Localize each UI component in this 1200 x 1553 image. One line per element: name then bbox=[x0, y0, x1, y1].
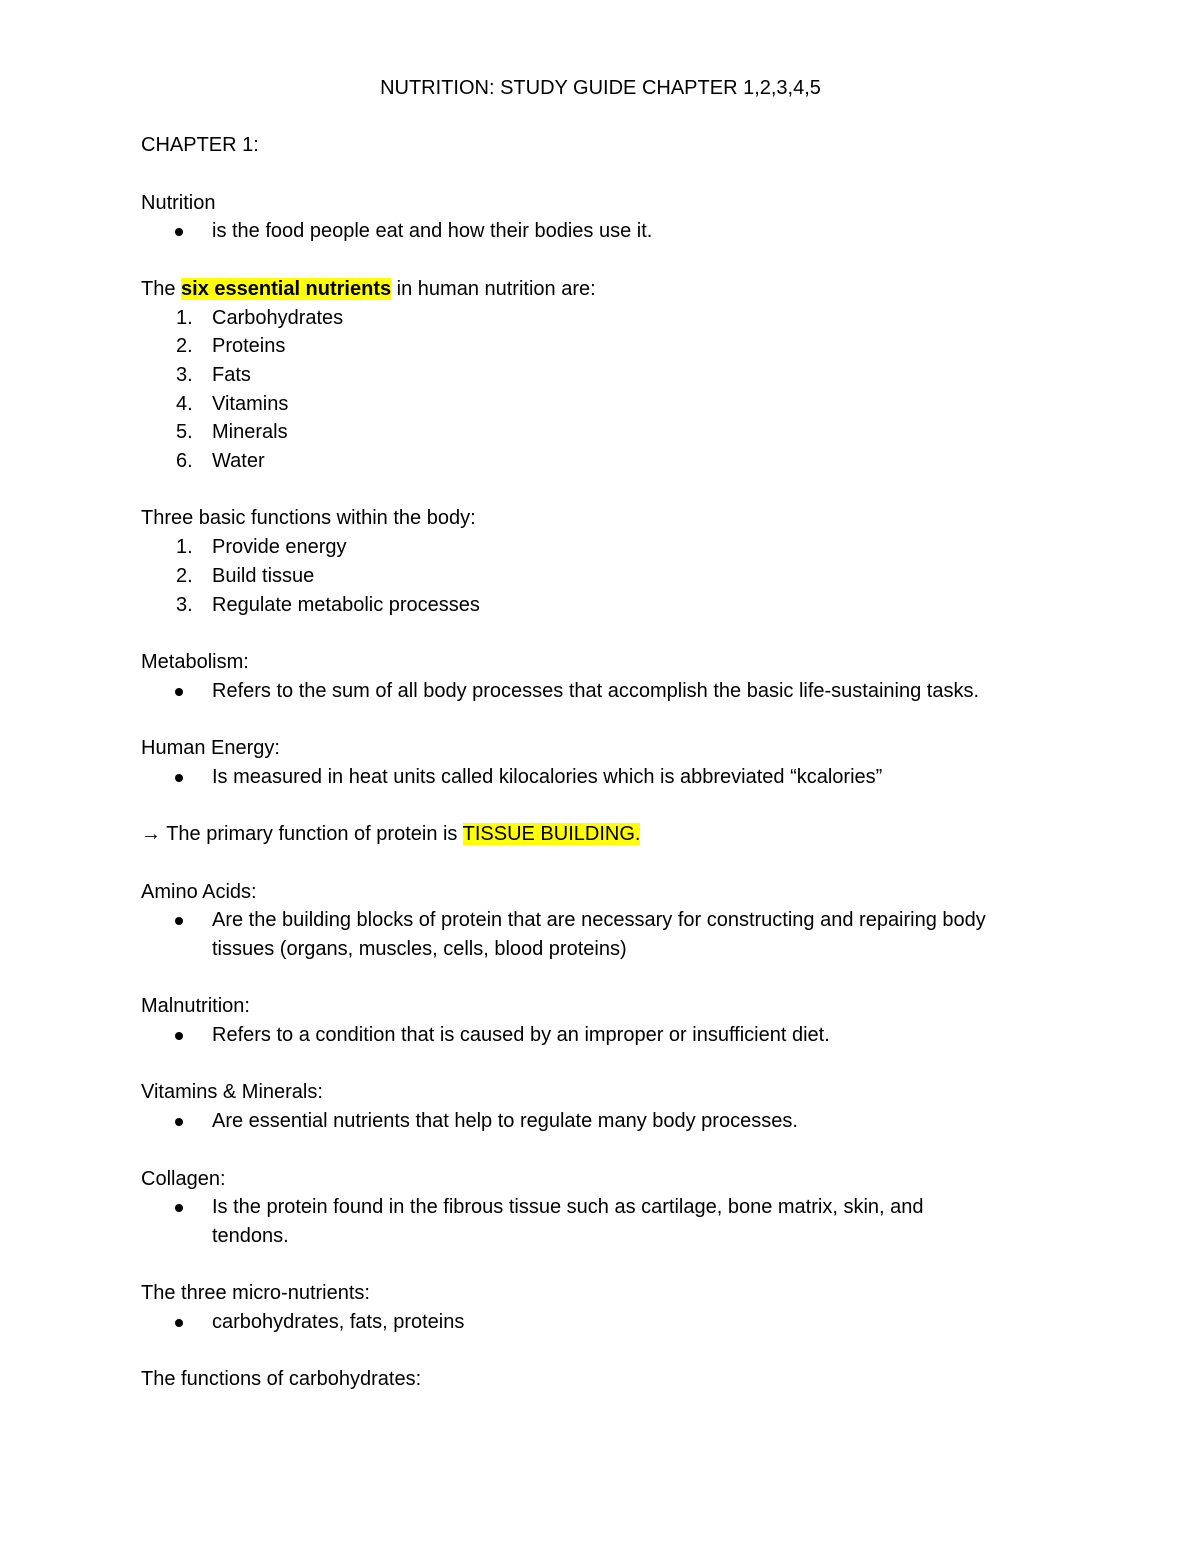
list-item bbox=[141, 1021, 1060, 1050]
nutrient-label: Carbohydrates bbox=[212, 306, 344, 329]
collagen-list bbox=[141, 1193, 1060, 1250]
list-item bbox=[141, 1193, 1060, 1250]
nutrients-list bbox=[141, 304, 1060, 476]
list-number: 2. bbox=[176, 335, 193, 358]
spacer bbox=[141, 964, 1060, 993]
list-item bbox=[141, 447, 1060, 476]
nutrients-heading bbox=[141, 275, 1060, 304]
list-number: 1. bbox=[176, 536, 193, 559]
energy-definition: Is measured in heat units called kilocalories which is abbreviated “kcalories” bbox=[212, 765, 883, 788]
arrow-right-icon: → bbox=[141, 823, 161, 846]
list-number: 4. bbox=[176, 392, 193, 415]
list-number: 1. bbox=[176, 306, 193, 329]
list-item bbox=[141, 677, 1060, 706]
spacer bbox=[141, 1337, 1060, 1366]
energy-heading: Human Energy: bbox=[141, 737, 280, 760]
list-number: 6. bbox=[176, 450, 193, 473]
chapter-heading: CHAPTER 1: bbox=[141, 134, 259, 157]
spacer bbox=[141, 791, 1060, 820]
function-label: Build tissue bbox=[212, 564, 315, 587]
list-number: 2. bbox=[176, 564, 193, 587]
bullet-icon bbox=[175, 1204, 183, 1212]
function-label: Regulate metabolic processes bbox=[212, 593, 480, 616]
bullet-icon bbox=[175, 774, 183, 782]
bullet-icon bbox=[175, 688, 183, 696]
list-item bbox=[141, 390, 1060, 419]
list-item bbox=[141, 217, 1060, 246]
spacer bbox=[141, 1050, 1060, 1079]
spacer bbox=[141, 619, 1060, 648]
spacer bbox=[141, 1251, 1060, 1280]
protein-function-line bbox=[141, 820, 1060, 849]
list-item bbox=[141, 361, 1060, 390]
metabolism-list bbox=[141, 677, 1060, 706]
spacer bbox=[141, 246, 1060, 275]
energy-list bbox=[141, 763, 1060, 792]
nutrient-label: Minerals bbox=[212, 421, 288, 444]
collagen-definition-line1: Is the protein found in the fibrous tissue such as cartilage, bone matrix, skin, and bbox=[212, 1196, 924, 1219]
bullet-icon bbox=[175, 1118, 183, 1126]
nutrition-heading: Nutrition bbox=[141, 191, 216, 214]
nutrients-prefix: The bbox=[141, 277, 182, 300]
amino-definition-line2: tissues (organs, muscles, cells, blood proteins) bbox=[212, 937, 627, 960]
list-item bbox=[141, 906, 1060, 963]
nutrition-definition: is the food people eat and how their bodies use it. bbox=[212, 220, 653, 243]
nutrient-label: Fats bbox=[212, 363, 251, 386]
nutrient-label: Water bbox=[212, 450, 265, 473]
list-number: 5. bbox=[176, 421, 193, 444]
collagen-definition-line2: tendons. bbox=[212, 1224, 289, 1247]
spacer bbox=[141, 160, 1060, 189]
micro-definition: carbohydrates, fats, proteins bbox=[212, 1311, 465, 1334]
list-item bbox=[141, 562, 1060, 591]
list-item bbox=[141, 1107, 1060, 1136]
spacer bbox=[141, 705, 1060, 734]
list-item bbox=[141, 304, 1060, 333]
list-item bbox=[141, 332, 1060, 361]
amino-list bbox=[141, 906, 1060, 963]
nutrients-suffix: in human nutrition are: bbox=[391, 277, 596, 300]
list-number: 3. bbox=[176, 593, 193, 616]
function-label: Provide energy bbox=[212, 536, 347, 559]
list-item bbox=[141, 763, 1060, 792]
micro-heading: The three micro-nutrients: bbox=[141, 1282, 370, 1305]
list-item bbox=[141, 1308, 1060, 1337]
list-number: 3. bbox=[176, 363, 193, 386]
metabolism-definition: Refers to the sum of all body processes that accomplish the basic life-sustaining tasks. bbox=[212, 679, 980, 702]
spacer bbox=[141, 103, 1060, 132]
malnutrition-list bbox=[141, 1021, 1060, 1050]
functions-list bbox=[141, 533, 1060, 619]
spacer bbox=[141, 476, 1060, 505]
page-title: NUTRITION: STUDY GUIDE CHAPTER 1,2,3,4,5 bbox=[380, 77, 821, 99]
micro-list bbox=[141, 1308, 1060, 1337]
protein-function-text: The primary function of protein is bbox=[161, 823, 463, 846]
bullet-icon bbox=[175, 917, 183, 925]
nutrition-list bbox=[141, 217, 1060, 246]
nutrient-label: Vitamins bbox=[212, 392, 289, 415]
vitamins-list bbox=[141, 1107, 1060, 1136]
malnutrition-heading: Malnutrition: bbox=[141, 995, 250, 1018]
malnutrition-definition: Refers to a condition that is caused by an improper or insufficient diet. bbox=[212, 1024, 830, 1047]
vitamins-definition: Are essential nutrients that help to regulate many body processes. bbox=[212, 1110, 798, 1133]
collagen-heading: Collagen: bbox=[141, 1167, 226, 1190]
protein-function-highlight: TISSUE BUILDING. bbox=[462, 823, 641, 846]
functions-heading: Three basic functions within the body: bbox=[141, 507, 476, 530]
bullet-icon bbox=[175, 228, 183, 236]
list-item bbox=[141, 418, 1060, 447]
list-item bbox=[141, 591, 1060, 620]
amino-heading: Amino Acids: bbox=[141, 880, 257, 903]
vitamins-heading: Vitamins & Minerals: bbox=[141, 1081, 323, 1104]
metabolism-heading: Metabolism: bbox=[141, 650, 249, 673]
spacer bbox=[141, 849, 1060, 878]
spacer bbox=[141, 1136, 1060, 1165]
carbs-heading: The functions of carbohydrates: bbox=[141, 1368, 422, 1391]
nutrients-highlight: six essential nutrients bbox=[181, 277, 392, 300]
nutrient-label: Proteins bbox=[212, 335, 286, 358]
bullet-icon bbox=[175, 1319, 183, 1327]
amino-definition-line1: Are the building blocks of protein that are necessary for constructing and repairing body bbox=[212, 909, 986, 932]
bullet-icon bbox=[175, 1032, 183, 1040]
list-item bbox=[141, 533, 1060, 562]
